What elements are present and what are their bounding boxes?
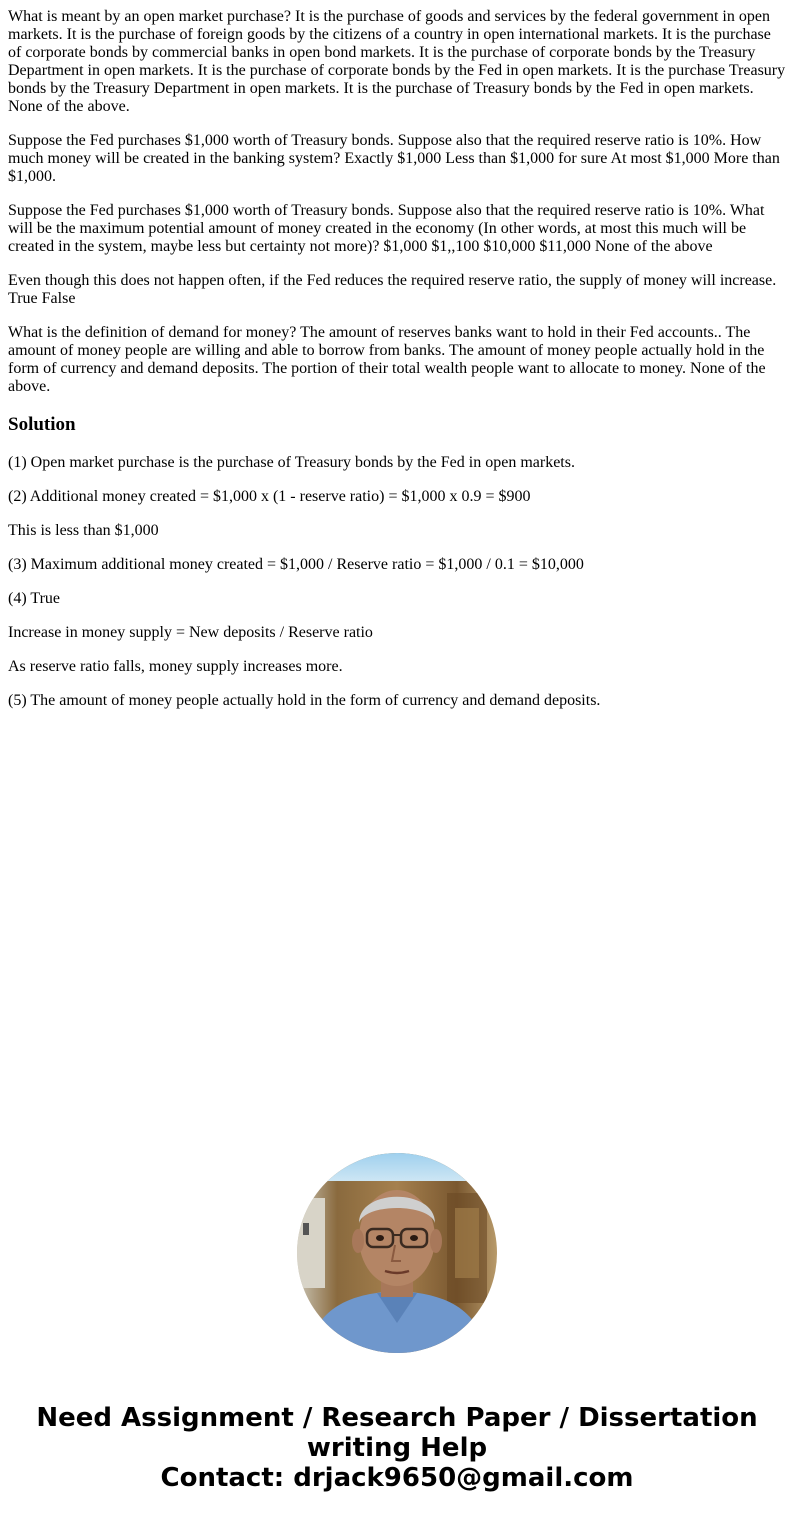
solution-line-7: As reserve ratio falls, money supply increases more. (8, 658, 343, 675)
solution-line-4: (3) Maximum additional money created = $1,000 / Reserve ratio = $1,000 / 0.1 = $10,000 (8, 556, 584, 573)
question-1: What is meant by an open market purchase? It is the purchase of goods and services by the federal government in open markets. It is the purchase of foreign goods by the citizens of a country in open international markets. It is the purchase of corporate bonds by commercial banks in open bond markets. It is the purchase of corporate bonds by the Treasury Department in open markets. It is the purchase of corporate bonds by the Fed in open markets. It is the purchase Treasury bonds by the Treasury Department in open markets. It is the purchase of Treasury bonds by the Fed in open markets. None of the above. (8, 8, 786, 115)
footer-line-2: writing Help (306, 1433, 488, 1463)
footer-contact (0, 1403, 794, 1493)
solution-line-8: (5) The amount of money people actually hold in the form of currency and demand deposits. (8, 692, 601, 709)
solution-line-2: (2) Additional money created = $1,000 x (1 - reserve ratio) = $1,000 x 0.9 = $900 (8, 488, 531, 505)
solution-line-5: (4) True (8, 590, 61, 607)
solution-line-3: This is less than $1,000 (8, 522, 159, 539)
author-portrait-image (297, 1153, 497, 1353)
solution-line-6: Increase in money supply = New deposits / Reserve ratio (8, 624, 373, 641)
question-3: Suppose the Fed purchases $1,000 worth of Treasury bonds. Suppose also that the required reserve ratio is 10%. What will be the maximum potential amount of money created in the economy (In other words, at most this much will be created in the system, maybe less but certainty not more)? $1,000 $1,,100 $10,000 $11,000 None of the above (8, 202, 765, 255)
footer-contact-line: Contact: drjack9650@gmail.com (160, 1463, 634, 1493)
footer-line-1: Need Assignment / Research Paper / Dissertation (36, 1403, 758, 1433)
solution-heading: Solution (8, 414, 76, 435)
document-body (8, 8, 786, 726)
author-avatar (297, 1153, 497, 1353)
question-4: Even though this does not happen often, if the Fed reduces the required reserve ratio, the supply of money will increase. True False (8, 272, 777, 307)
solution-line-1: (1) Open market purchase is the purchase of Treasury bonds by the Fed in open markets. (8, 454, 575, 471)
question-5: What is the definition of demand for money? The amount of reserves banks want to hold in their Fed accounts.. The amount of money people are willing and able to borrow from banks. The amount of money people actually hold in the form of currency and demand deposits. The portion of their total wealth people want to allocate to money. None of the above. (8, 324, 766, 395)
question-2: Suppose the Fed purchases $1,000 worth of Treasury bonds. Suppose also that the required reserve ratio is 10%. How much money will be created in the banking system? Exactly $1,000 Less than $1,000 for sure At most $1,000 More than $1,000. (8, 132, 780, 185)
